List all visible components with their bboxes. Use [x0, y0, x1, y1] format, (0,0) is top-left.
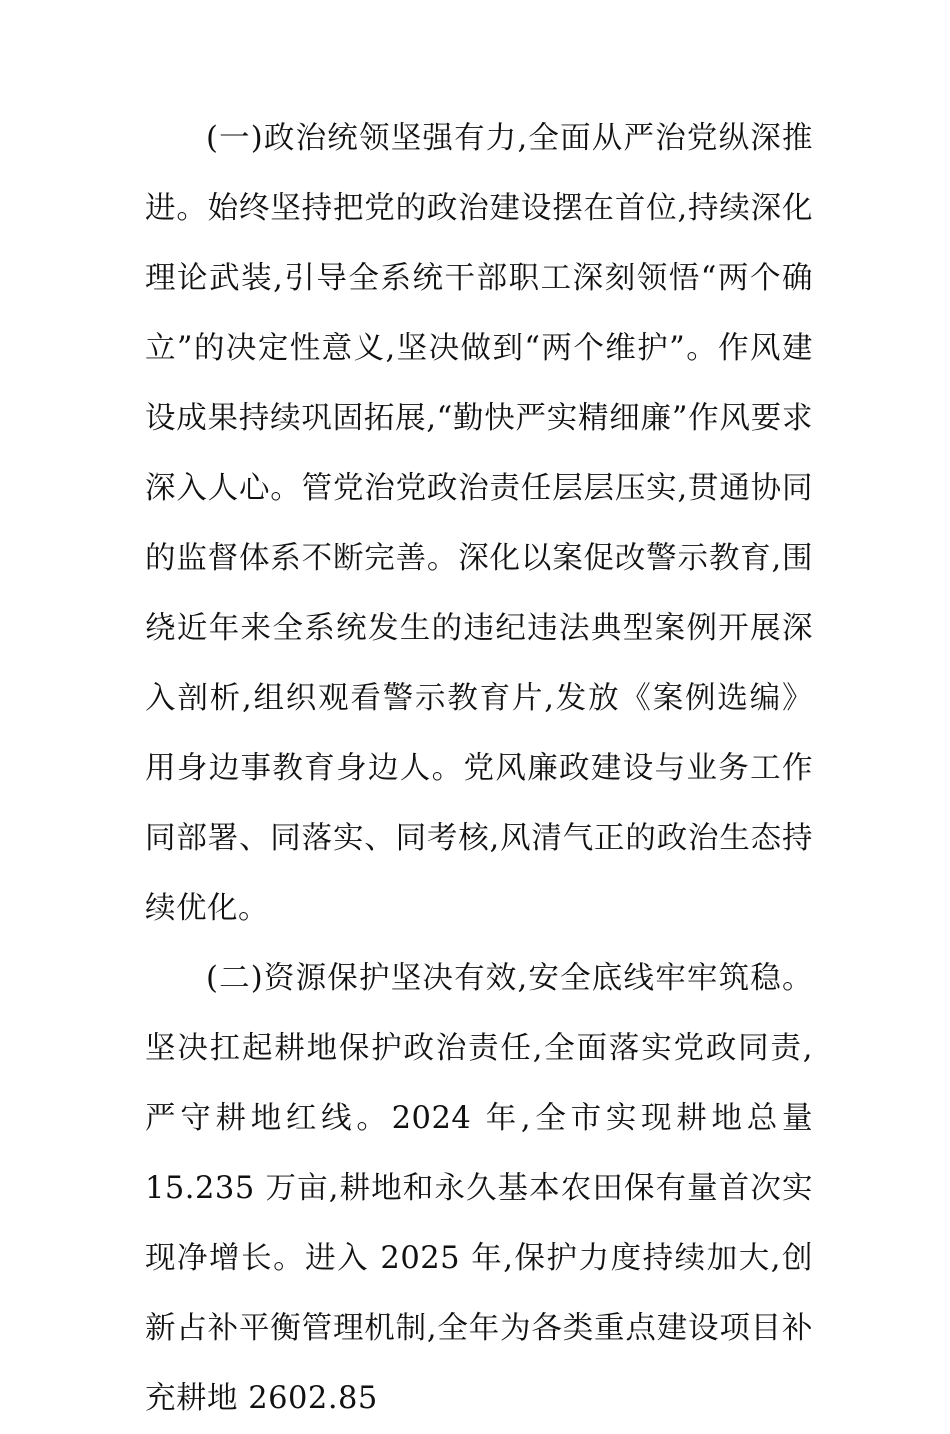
paragraph-section-2: (二)资源保护坚决有效,安全底线牢牢筑稳。坚决扛起耕地保护政治责任,全面落实党政同责,严守耕地红线。2024 年,全市实现耕地总量 15.235 万亩,耕地和永久基本农田保有量首次实现净增长。进入 2025 年,保护力度持续加大,创新占补平衡管理机制,全年为各类重点建设项目补充耕地 2602.85 [145, 961, 813, 1416]
document-text-body [145, 104, 813, 1434]
paragraph-section-1: (一)政治统领坚强有力,全面从严治党纵深推进。始终坚持把党的政治建设摆在首位,持续深化理论武装,引导全系统干部职工深刻领悟“两个确立”的决定性意义,坚决做到“两个维护”。作风建设成果持续巩固拓展,“勤快严实精细廉”作风要求深入人心。管党治党政治责任层层压实,贯通协同的监督体系不断完善。深化以案促改警示教育,围绕近年来全系统发生的违纪违法典型案例开展深入剖析,组织观看警示教育片,发放《案例选编》用身边事教育身边人。党风廉政建设与业务工作同部署、同落实、同考核,风清气正的政治生态持续优化。 [145, 121, 813, 926]
